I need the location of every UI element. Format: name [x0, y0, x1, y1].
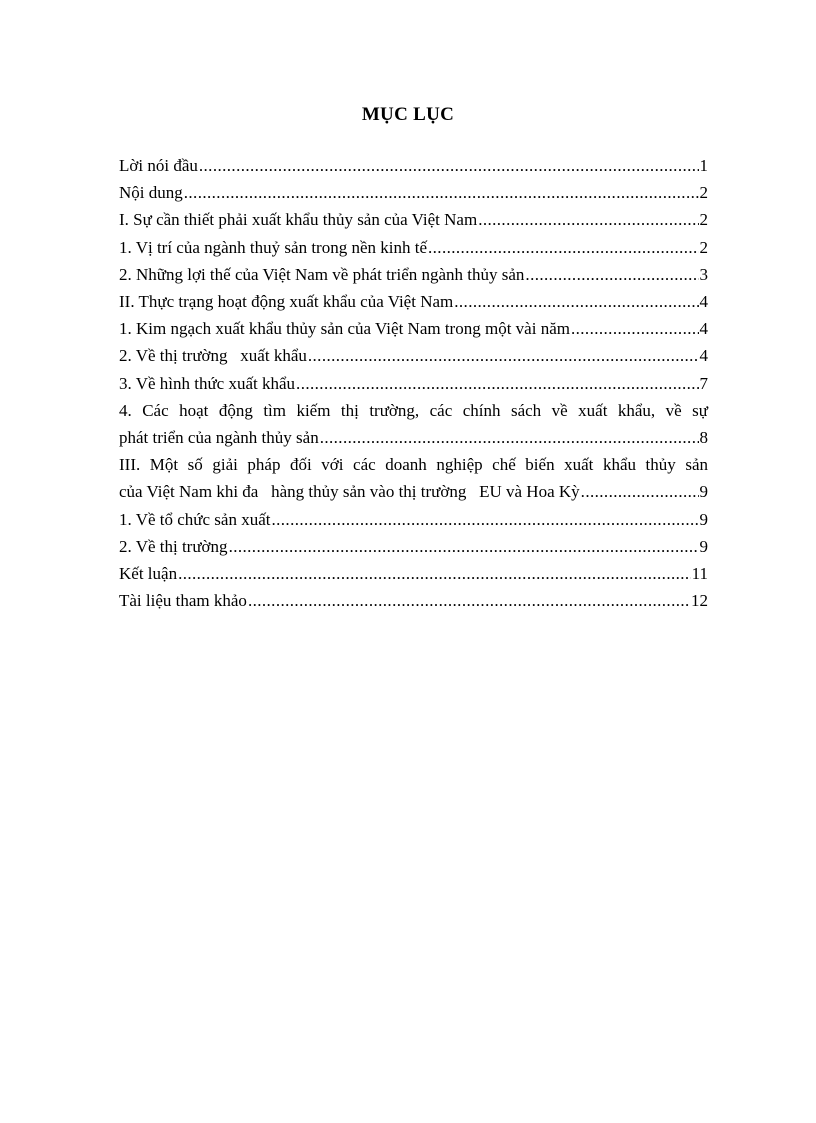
dot-leader: [581, 478, 699, 505]
dot-leader: [271, 506, 698, 533]
toc-entry[interactable]: [119, 261, 708, 288]
toc-entry-multiline[interactable]: [119, 451, 708, 505]
toc-entry-text: 2. Về thị trường: [119, 536, 228, 556]
toc-entry[interactable]: [119, 179, 708, 206]
toc-title: MỤC LỤC: [361, 104, 455, 125]
toc-entry-page: 2: [699, 210, 708, 230]
toc-entry-page: 9: [699, 509, 708, 529]
dot-leader: [571, 315, 699, 342]
toc-entry[interactable]: [119, 152, 708, 179]
dot-leader: [320, 424, 699, 451]
dot-leader: [229, 533, 699, 560]
toc-entry-text: phát triển của ngành thủy sản: [119, 428, 319, 448]
toc-entry-text: 2. Về thị trường xuất khẩu: [119, 346, 307, 366]
dot-leader: [178, 560, 691, 587]
toc-entry-text-line1: 4. Các hoạt động tìm kiếm thị trường, các chính sách về xuất khẩu, về sự: [119, 400, 708, 420]
toc-entry-page: 4: [699, 346, 708, 366]
toc-entry-text: 1. Kim ngạch xuất khẩu thủy sản của Việt Nam trong một vài năm: [119, 319, 570, 339]
toc-entry-text: II. Thực trạng hoạt động xuất khẩu của Việt Nam: [119, 292, 454, 312]
toc-entry-page: 4: [699, 292, 708, 312]
toc-entry[interactable]: [119, 342, 708, 369]
dot-leader: [308, 342, 699, 369]
toc-entry-text: 2. Những lợi thế của Việt Nam về phát triển ngành thủy sản: [119, 264, 525, 284]
dot-leader: [296, 370, 698, 397]
dot-leader: [428, 234, 699, 261]
toc-entry-multiline[interactable]: [119, 397, 708, 451]
toc-entry-page: 4: [699, 319, 708, 339]
toc-entry-page: 9: [699, 536, 708, 556]
dot-leader: [454, 288, 698, 315]
toc-entry-last-line: [119, 478, 708, 505]
toc-entry[interactable]: [119, 587, 708, 614]
toc-entry-text: 1. Về tổ chức sản xuất: [119, 509, 271, 529]
toc-entry-page: 3: [699, 264, 708, 284]
toc-entry-last-line: [119, 424, 708, 451]
toc-entry-text: Nội dung: [119, 183, 183, 203]
toc-entry-text: I. Sự cần thiết phải xuất khẩu thủy sản của Việt Nam: [119, 210, 478, 230]
toc-entry-text: Tài liệu tham khảo: [119, 591, 247, 611]
toc-entry[interactable]: [119, 288, 708, 315]
toc-entry[interactable]: [119, 234, 708, 261]
toc-entry-page: 7: [699, 373, 708, 393]
toc-entry-text: Lời nói đầu: [119, 156, 198, 175]
toc-entry-page: 8: [699, 428, 708, 448]
dot-leader: [184, 179, 699, 206]
toc-entry[interactable]: [119, 560, 708, 587]
table-of-contents: [119, 152, 708, 614]
toc-entry-page: 2: [699, 237, 708, 257]
toc-entry-page: 9: [699, 482, 708, 502]
toc-entry[interactable]: [119, 206, 708, 233]
toc-entry-page: 12: [691, 591, 708, 611]
dot-leader: [248, 587, 690, 614]
toc-entry[interactable]: [119, 533, 708, 560]
toc-entry-page: 1: [699, 156, 708, 175]
toc-entry-page: 11: [691, 564, 708, 584]
toc-entry[interactable]: [119, 370, 708, 397]
dot-leader: [199, 152, 699, 179]
toc-entry[interactable]: [119, 315, 708, 342]
toc-entry-text: của Việt Nam khi đa hàng thủy sản vào thị trường EU và Hoa Kỳ: [119, 482, 580, 502]
dot-leader: [478, 206, 698, 233]
toc-entry-text-line1: III. Một số giải pháp đối với các doanh nghiệp chế biến xuất khẩu thủy sản: [119, 455, 708, 475]
dot-leader: [525, 261, 698, 288]
toc-entry-page: 2: [699, 183, 708, 203]
toc-entry-text: 1. Vị trí của ngành thuỷ sản trong nền kinh tế: [119, 237, 427, 257]
toc-entry-text: Kết luận: [119, 564, 178, 584]
toc-entry-text: 3. Về hình thức xuất khẩu: [119, 373, 296, 393]
toc-entry[interactable]: [119, 506, 708, 533]
